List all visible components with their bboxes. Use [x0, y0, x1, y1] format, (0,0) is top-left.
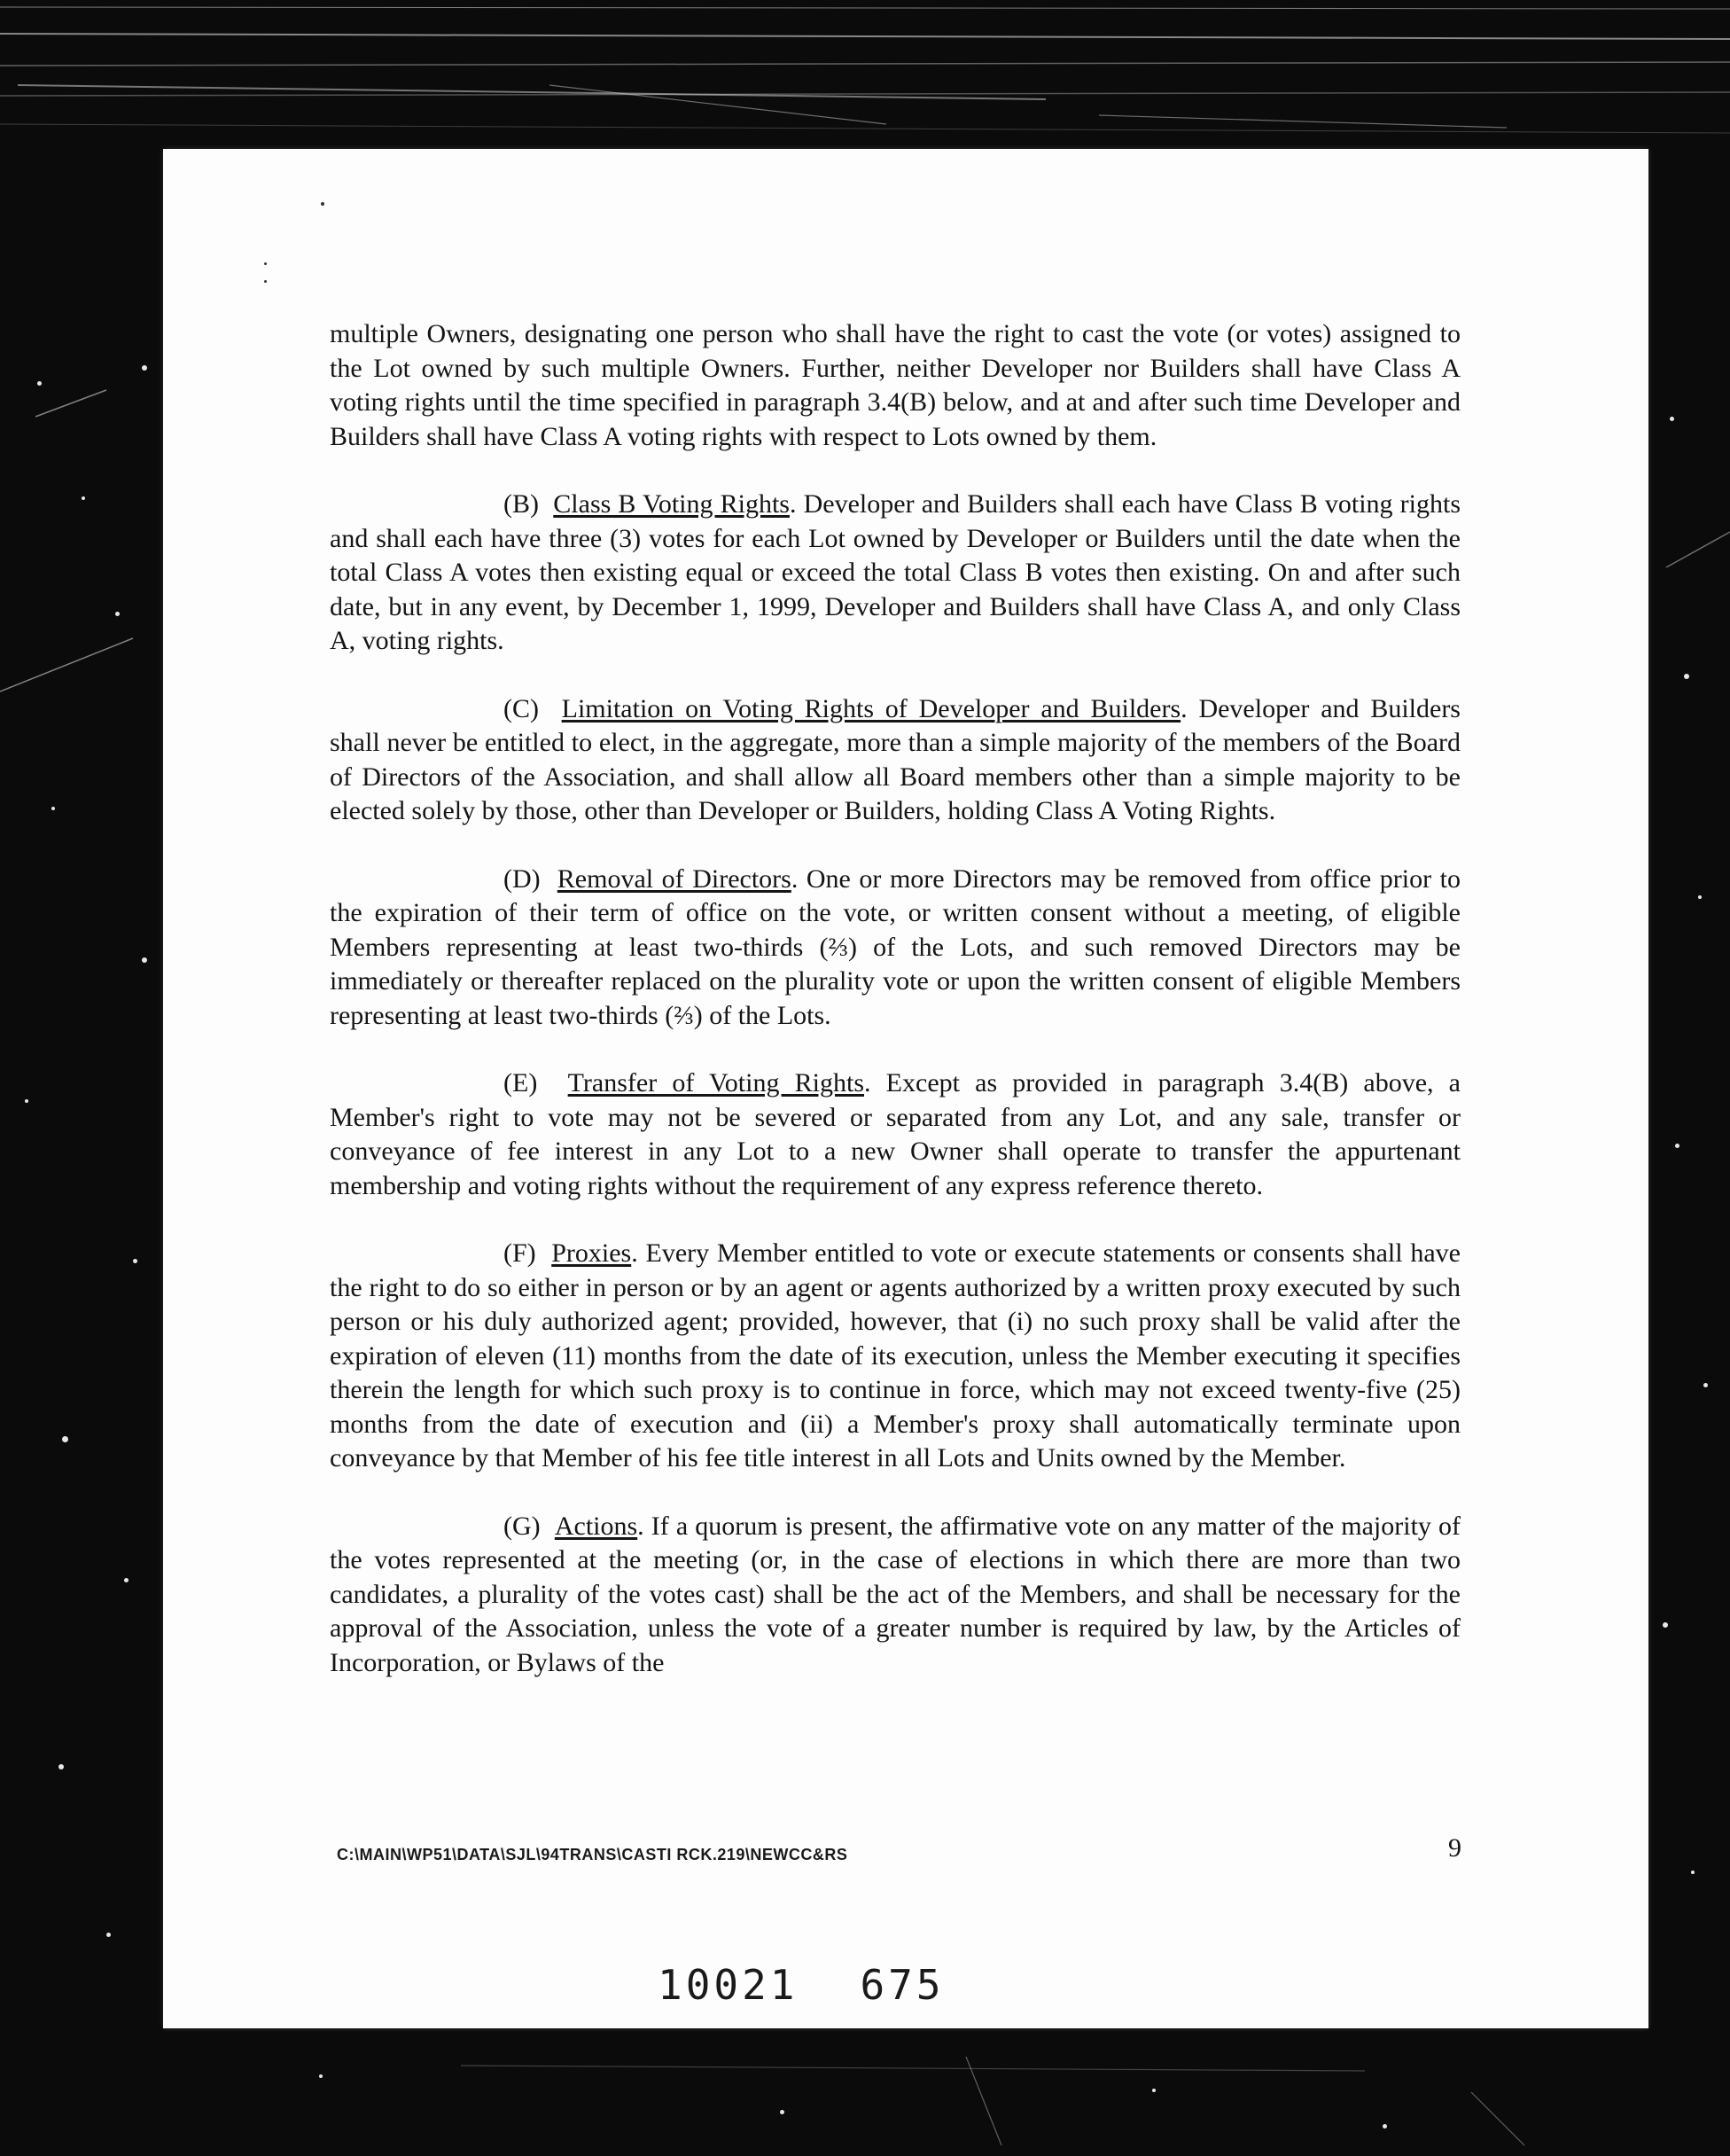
scan-speck: [25, 1099, 28, 1103]
paragraph-label: (F): [503, 1238, 536, 1268]
paragraph-text: multiple Owners, designating one person who shall have the right to cast the vote (or votes) assigned to the Lot owned by such multiple Owners. Further, neither Developer nor Builders shall have Class A voting rights until the time specified in paragraph 3.4(B) below, and at and after such time Developer and Builders shall have Class A voting rights with respect to Lots owned by them.: [330, 319, 1461, 451]
scan-speck: [1698, 895, 1702, 899]
paragraph-heading: Transfer of Voting Rights: [567, 1068, 864, 1098]
paragraph-text: . One or more Directors may be removed from office prior to the expiration of their term of office on the vote, or written consent without a meeting, of eligible Members representing at least two-thirds (⅔) of the Lots, and such removed Directors may be immediately or thereafter replaced on the plurality vote or upon the written consent of eligible Members representing at least two-thirds (⅔) of the Lots.: [330, 863, 1461, 1030]
book-page-number: 675: [860, 1961, 945, 2009]
paragraph-d: [330, 863, 1461, 1034]
recording-stamp: [658, 1961, 1007, 2009]
paragraph-g: [330, 1510, 1461, 1681]
paper-speck: [321, 202, 324, 206]
paper-speck: [264, 262, 267, 265]
book-number: 10021: [658, 1961, 799, 2009]
scan-speck: [58, 1764, 64, 1769]
scan-speck: [1675, 1144, 1679, 1148]
paragraph-heading: Limitation on Voting Rights of Developer and Builders: [561, 693, 1181, 723]
scan-speck: [780, 2110, 784, 2114]
scan-speck: [1703, 1383, 1708, 1387]
scan-speck: [142, 365, 147, 371]
paragraph-label: (D): [503, 863, 541, 894]
paragraph-b: [330, 488, 1461, 659]
scan-speck: [133, 1259, 137, 1263]
paragraph-a-continued: [330, 317, 1461, 454]
scan-speck: [1383, 2124, 1387, 2129]
scan-speck: [1152, 2089, 1156, 2092]
paragraph-heading: Class B Voting Rights: [553, 489, 790, 519]
paragraph-c: [330, 692, 1461, 829]
scan-speck: [1684, 674, 1689, 679]
scan-speck: [1670, 417, 1674, 421]
paragraph-e: [330, 1066, 1461, 1203]
page-number: 9: [1448, 1833, 1461, 1863]
scan-speck: [319, 2074, 323, 2078]
paragraph-heading: Removal of Directors: [557, 863, 791, 894]
paragraph-text: . Every Member entitled to vote or execute statements or consents shall have the right to do so either in person or by an agent or agents authorized by a written proxy executed by such person or his duly authorized agent; provided, however, that (i) no such proxy shall be valid after the expiration of eleven (11) months from the date of its execution, unless the Member executing it specifies therein the length for which such proxy is to continue in force, which may not exceed twenty-five (25) months from the date of execution and (ii) a Member's proxy shall automatically terminate upon conveyance by that Member of his fee title interest in all Lots and Units owned by the Member.: [330, 1238, 1461, 1472]
document-body: [330, 317, 1461, 1714]
paragraph-text: . Except as provided in paragraph 3.4(B) above, a Member's right to vote may not be severed or separated from any Lot, and any sale, transfer or conveyance of fee interest in any Lot to a new Owner shall operate to transfer the appurtenant membership and voting rights without the requirement of any express reference thereto.: [330, 1068, 1461, 1200]
scan-speck: [115, 612, 120, 616]
file-path-footer: C:\MAIN\WP51\DATA\SJL\94TRANS\CASTI RCK.219\NEWCC&RS: [337, 1846, 848, 1863]
paragraph-text: . Developer and Builders shall never be entitled to elect, in the aggregate, more than a simple majority of the members of the Board of Directors of the Association, and shall allow all Board members other than a simple majority to be elected solely by those, other than Developer or Builders, holding Class A Voting Rights.: [330, 693, 1461, 825]
paragraph-heading: Actions: [554, 1511, 638, 1541]
scan-speck: [37, 381, 42, 386]
paragraph-text: . If a quorum is present, the affirmative vote on any matter of the majority of the votes represented at the meeting (or, in the case of elections in which there are more than two candidates, a plurality of the votes cast) shall be the act of the Members, and shall be necessary for the approval of the Association, unless the vote of a greater number is required by law, by the Articles of Incorporation, or Bylaws of the: [330, 1511, 1461, 1677]
paragraph-label: (G): [503, 1511, 541, 1541]
scan-speck: [1691, 1871, 1695, 1874]
scan-speck: [142, 957, 147, 963]
scan-speck: [124, 1578, 129, 1582]
scan-speck: [82, 496, 85, 500]
paragraph-text: . Developer and Builders shall each have Class B voting rights and shall each have three (3) votes for each Lot owned by Developer or Builders until the date when the total Class A votes then existing equal or exceed the total Class B votes then existing. On and after such date, but in any event, by December 1, 1999, Developer and Builders shall have Class A, and only Class A, voting rights.: [330, 489, 1461, 655]
paragraph-label: (E): [503, 1068, 538, 1098]
scan-speck: [106, 1933, 111, 1937]
paper-speck: [264, 280, 267, 283]
scan-speck: [51, 807, 55, 810]
scan-speck: [1663, 1622, 1668, 1628]
scan-speck: [62, 1436, 68, 1442]
paragraph-label: (C): [503, 693, 539, 723]
paragraph-label: (B): [503, 489, 539, 519]
paragraph-f: [330, 1237, 1461, 1476]
paragraph-heading: Proxies: [551, 1238, 632, 1268]
